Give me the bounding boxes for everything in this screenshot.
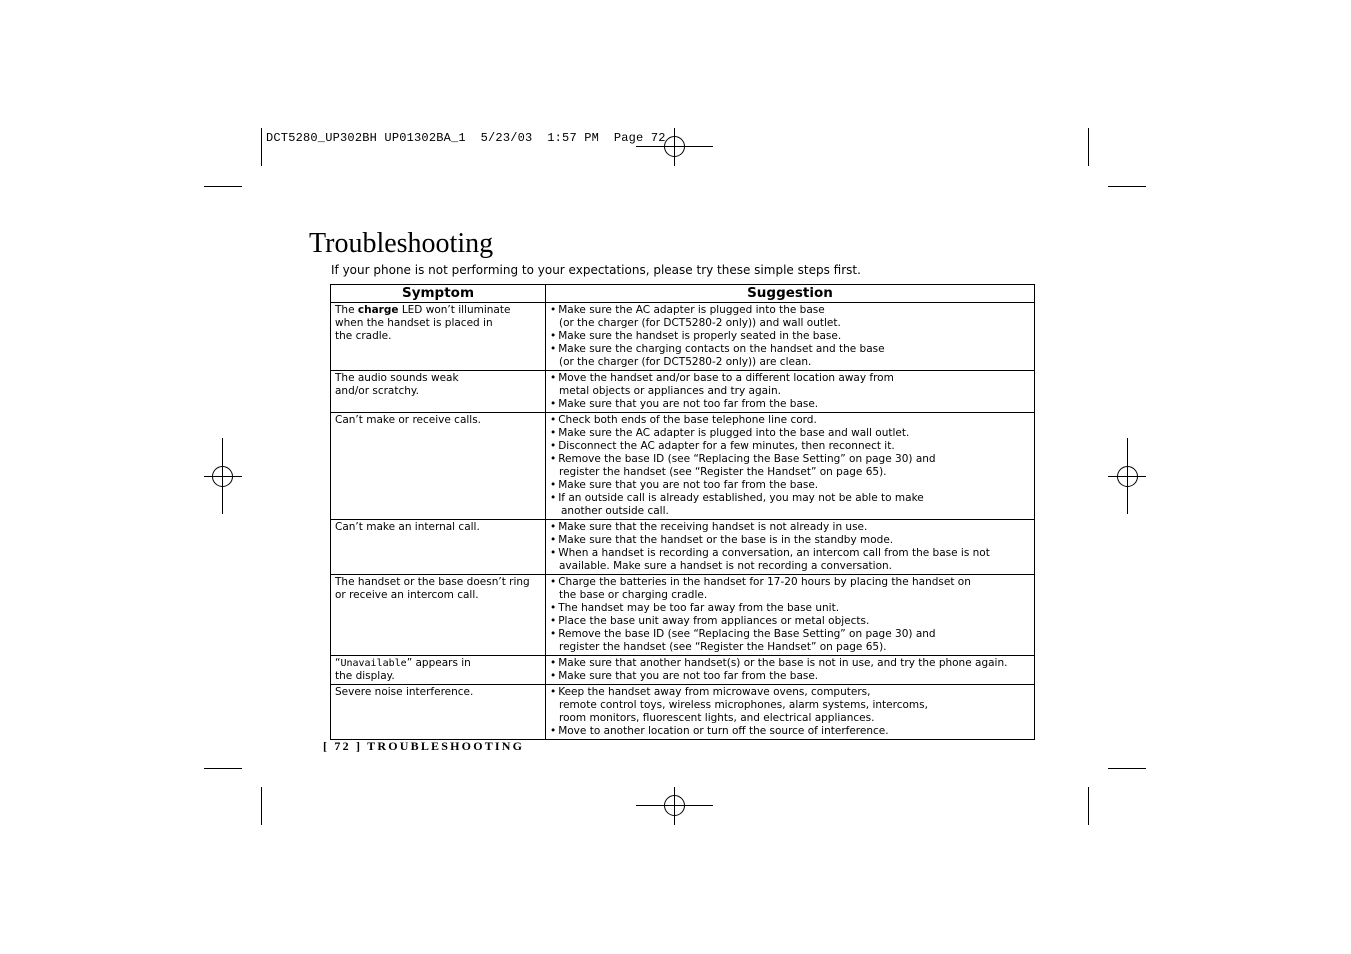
symptom-cell: Can’t make an internal call. — [331, 520, 546, 575]
print-slug: DCT5280_UP302BH UP01302BA_1 5/23/03 1:57 PM Page 72 — [266, 131, 666, 145]
troubleshooting-table — [330, 284, 1035, 740]
suggestion-cell: • Keep the handset away from microwave ovens, computers, remote control toys, wireless microphones, alarm systems, intercoms, room monitors, fluorescent lights, and electrical appliances. • Move to another location or turn off the source of interference. — [546, 685, 1035, 740]
page-title: Troubleshooting — [309, 228, 494, 259]
suggestion-cell: • Charge the batteries in the handset for 17-20 hours by placing the handset on the base or charging cradle. • The handset may be too far away from the base unit. • Place the base unit away from appliances or metal objects. • Remove the base ID (see “Replacing the Base Setting” on page 30) and register the handset (see “Register the Handset” on page 65). — [546, 575, 1035, 656]
suggestion-cell: • Make sure that another handset(s) or the base is not in use, and try the phone again. • Make sure that you are not too far from the base. — [546, 656, 1035, 685]
table-header-row — [331, 285, 1035, 303]
page-footer: [ 72 ] TROUBLESHOOTING — [323, 739, 525, 753]
symptom-cell: The charge LED won’t illuminate when the handset is placed in the cradle. — [331, 303, 546, 371]
charge-label: charge — [357, 304, 399, 316]
suggestion-cell: • Move the handset and/or base to a different location away from metal objects or appliances and try again. • Make sure that you are not too far from the base. — [546, 371, 1035, 413]
symptom-cell: “Unavailable” appears in the display. — [331, 656, 546, 685]
suggestion-cell: • Make sure that the receiving handset is not already in use. • Make sure that the handset or the base is in the standby mode. • When a handset is recording a conversation, an intercom call from the base is not available. Make sure a handset is not recording a conversation. — [546, 520, 1035, 575]
symptom-cell: The audio sounds weak and/or scratchy. — [331, 371, 546, 413]
table-row — [331, 656, 1035, 685]
symptom-cell: Severe noise interference. — [331, 685, 546, 740]
table-row — [331, 413, 1035, 520]
intro-text: If your phone is not performing to your expectations, please try these simple steps first. — [331, 263, 861, 277]
symptom-cell: The handset or the base doesn’t ring or receive an intercom call. — [331, 575, 546, 656]
table-row — [331, 520, 1035, 575]
unavailable-display-text: Unavailable — [340, 658, 407, 669]
suggestion-cell: • Make sure the AC adapter is plugged into the base (or the charger (for DCT5280-2 only)) and wall outlet. • Make sure the handset is properly seated in the base. • Make sure the charging contacts on the handset and the base (or the charger (for DCT5280-2 only)) are clean. — [546, 303, 1035, 371]
table-row — [331, 685, 1035, 740]
table-row — [331, 371, 1035, 413]
symptom-header: Symptom — [331, 285, 546, 303]
table-row — [331, 303, 1035, 371]
suggestion-cell: • Check both ends of the base telephone line cord. • Make sure the AC adapter is plugged into the base and wall outlet. • Disconnect the AC adapter for a few minutes, then reconnect it. • Remove the base ID (see “Replacing the Base Setting” on page 30) and register the handset (see “Register the Handset” on page 65). • Make sure that you are not too far from the base. • If an outside call is already established, you may not be able to make another outside call. — [546, 413, 1035, 520]
table-row — [331, 575, 1035, 656]
symptom-cell: Can’t make or receive calls. — [331, 413, 546, 520]
suggestion-header: Suggestion — [546, 285, 1035, 303]
